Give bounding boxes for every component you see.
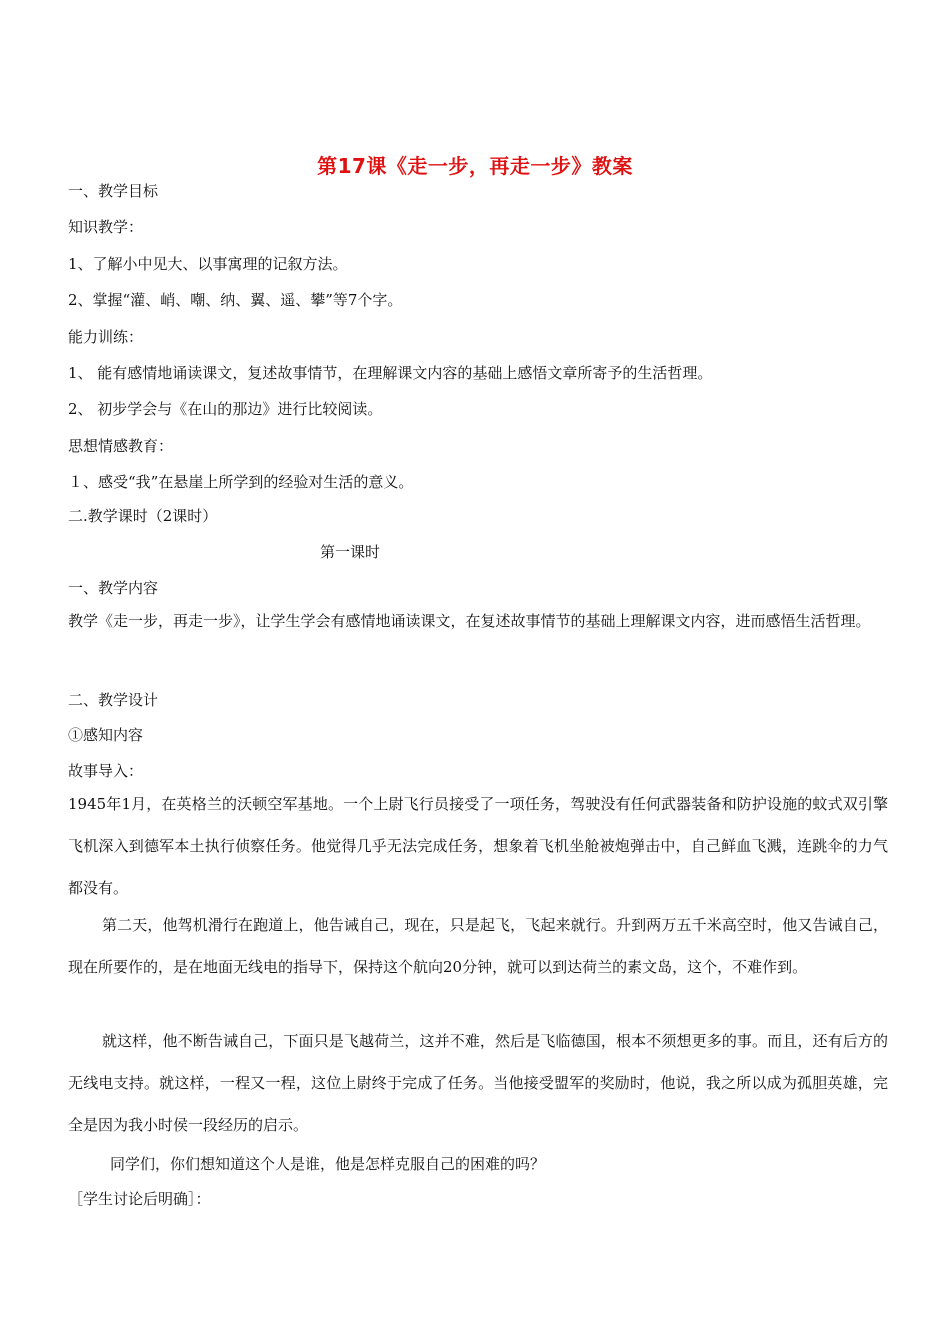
section-heading-content: 一、教学内容 — [68, 579, 159, 597]
emotion-item-1: １、感受“我”在悬崖上所学到的经验对生活的意义。 — [68, 473, 414, 491]
content-paragraph: 教学《走一步，再走一步》，让学生学会有感情地诵读课文，在复述故事情节的基础上理解课文内容，进而感悟生活哲理。 — [68, 612, 871, 630]
subheading-knowledge: 知识教学： — [68, 218, 144, 236]
ability-item-2: 2、 初步学会与《在山的那边》进行比较阅读。 — [68, 400, 383, 418]
story-paragraph-3: 就这样，他不断告诫自己，下面只是飞越荷兰，这并不难，然后是飞临德国，根本不须想更多的事。而且，还有后方的无线电支持。就这样，一程又一程，这位上尉终于完成了任务。当他接受盟军的奖励时，他说，我之所以成为孤胆英雄，完全是因为我小时侯一段经历的启示。 — [68, 1032, 888, 1134]
knowledge-item-1: 1、了解小中见大、以事寓理的记叙方法。 — [68, 255, 348, 273]
discussion-label: ［学生讨论后明确］： — [68, 1190, 211, 1208]
story-paragraph-2: 第二天，他驾机滑行在跑道上，他告诫自己，现在，只是起飞，飞起来就行。升到两万五千米高空时，他又告诫自己，现在所要作的，是在地面无线电的指导下，保持这个航向20分钟，就可以到达荷兰的素文岛，这个，不难作到。 — [68, 916, 888, 976]
section-heading-hours: 二.教学课时（2课时） — [68, 507, 218, 525]
ability-item-1: 1、 能有感情地诵读课文，复述故事情节，在理解课文内容的基础上感悟文章所寄予的生活哲理。 — [68, 364, 713, 382]
knowledge-item-2: 2、掌握“灌、峭、嘲、纳、翼、遥、攀”等7个字。 — [68, 291, 403, 309]
question-line: 同学们，你们想知道这个人是谁，他是怎样克服自己的困难的吗？ — [110, 1155, 546, 1173]
lesson-heading: 第一课时 — [320, 543, 381, 561]
section-heading-design: 二、教学设计 — [68, 691, 159, 709]
section-heading-objectives: 一、教学目标 — [68, 182, 159, 200]
subheading-emotion: 思想情感教育： — [68, 437, 174, 455]
step-heading-1: ①感知内容 — [68, 726, 144, 744]
story-paragraph-1: 1945年1月，在英格兰的沃顿空军基地。一个上尉飞行员接受了一项任务，驾驶没有任何武器装备和防护设施的蚊式双引擎飞机深入到德军本土执行侦察任务。他觉得几乎无法完成任务，想象着飞机坐舱被炮弹击中，自己鲜血飞溅，连跳伞的力气都没有。 — [68, 795, 888, 897]
subheading-ability: 能力训练： — [68, 328, 144, 346]
story-intro-label: 故事导入： — [68, 762, 144, 780]
document-title: 第17课《走一步，再走一步》教案 — [317, 154, 633, 178]
